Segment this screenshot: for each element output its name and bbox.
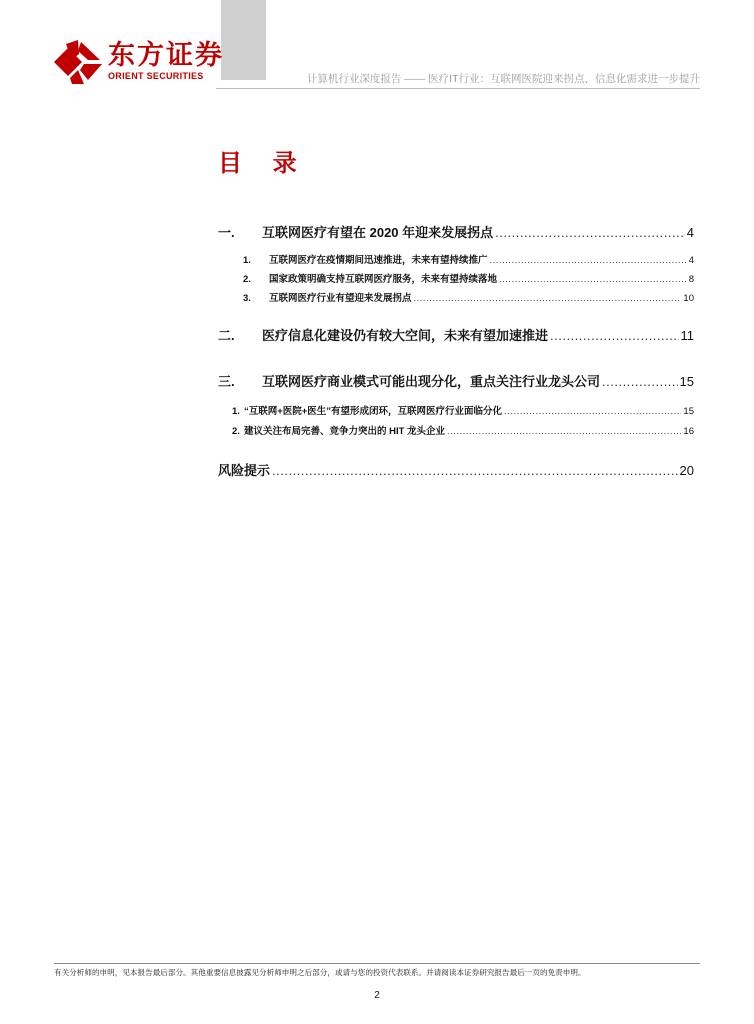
dot-leader [272,462,678,480]
toc-page-number: 4 [686,225,694,240]
toc-item-title: 建议关注布局完善、竞争力突出的 HIT 龙头企业 [243,426,446,437]
toc-page-number: 20 [679,463,694,478]
toc-item-1-1[interactable] [243,254,694,268]
dot-leader [499,273,687,287]
toc-item-3-2[interactable] [232,425,694,439]
toc-item-number: 1. [243,255,251,266]
footer-divider [54,963,700,964]
toc-section-1[interactable] [218,224,694,242]
toc-page-number: 4 [688,255,694,266]
header-divider [216,88,700,89]
toc-item-number: 1. [232,406,240,417]
toc-page-number: 16 [683,426,694,437]
toc-page-number: 15 [679,374,694,389]
report-title: 计算机行业深度报告 —— 医疗IT行业：互联网医院迎来拐点，信息化需求进一步提升 [306,73,700,85]
toc-item-3-1[interactable] [232,405,694,419]
toc-section-title: 互联网医疗有望在 2020 年迎来发展拐点 [262,225,494,240]
toc-page-number: 11 [680,328,694,343]
brand-name-en: ORIENT SECURITIES [108,71,204,81]
dot-leader [602,373,678,391]
toc-item-number: 2. [232,426,240,437]
toc-section-3[interactable] [218,373,694,391]
toc-item-1-3[interactable] [243,292,694,306]
toc-section-2[interactable] [218,327,694,345]
toc-risk[interactable] [218,462,694,480]
toc-risk-title: 风险提示 [218,463,271,478]
toc-heading: 目 录 [218,150,309,177]
toc-section-number: 三. [218,374,235,389]
orient-securities-logo-icon [54,40,104,84]
page-number: 2 [374,990,380,1001]
header-decor-bar [221,0,266,80]
toc-section-title: 医疗信息化建设仍有较大空间，未来有望加速推进 [262,328,549,343]
toc-item-number: 3. [243,293,251,304]
toc-page-number: 15 [683,406,694,417]
toc-item-1-2[interactable] [243,273,694,287]
toc-item-number: 2. [243,274,251,285]
brand-name-cn: 东方证券 [108,40,224,70]
dot-leader [550,327,678,345]
toc-section-title: 互联网医疗商业模式可能出现分化，重点关注行业龙头公司 [262,374,601,389]
toc-section-number: 一. [218,225,235,240]
toc-item-title: “互联网+医院+医生”有望形成闭环，互联网医疗行业面临分化 [243,406,503,417]
dot-leader [504,405,681,419]
toc-section-number: 二. [218,328,235,343]
toc-page-number: 8 [688,274,694,285]
toc-item-title: 互联网医疗在疫情期间迅速推进，未来有望持续推广 [269,255,488,266]
toc-item-title: 互联网医疗行业有望迎来发展拐点 [269,293,412,304]
toc-item-title: 国家政策明确支持互联网医疗服务，未来有望持续落地 [269,274,498,285]
dot-leader [447,425,681,439]
footer-disclaimer: 有关分析师的申明，见本报告最后部分。其他重要信息披露见分析师申明之后部分，或请与您的投资代表联系。并请阅读本证券研究报告最后一页的免责申明。 [54,968,586,977]
dot-leader [495,224,685,242]
dot-leader [490,254,687,268]
dot-leader [414,292,682,306]
toc-page-number: 10 [683,293,694,304]
